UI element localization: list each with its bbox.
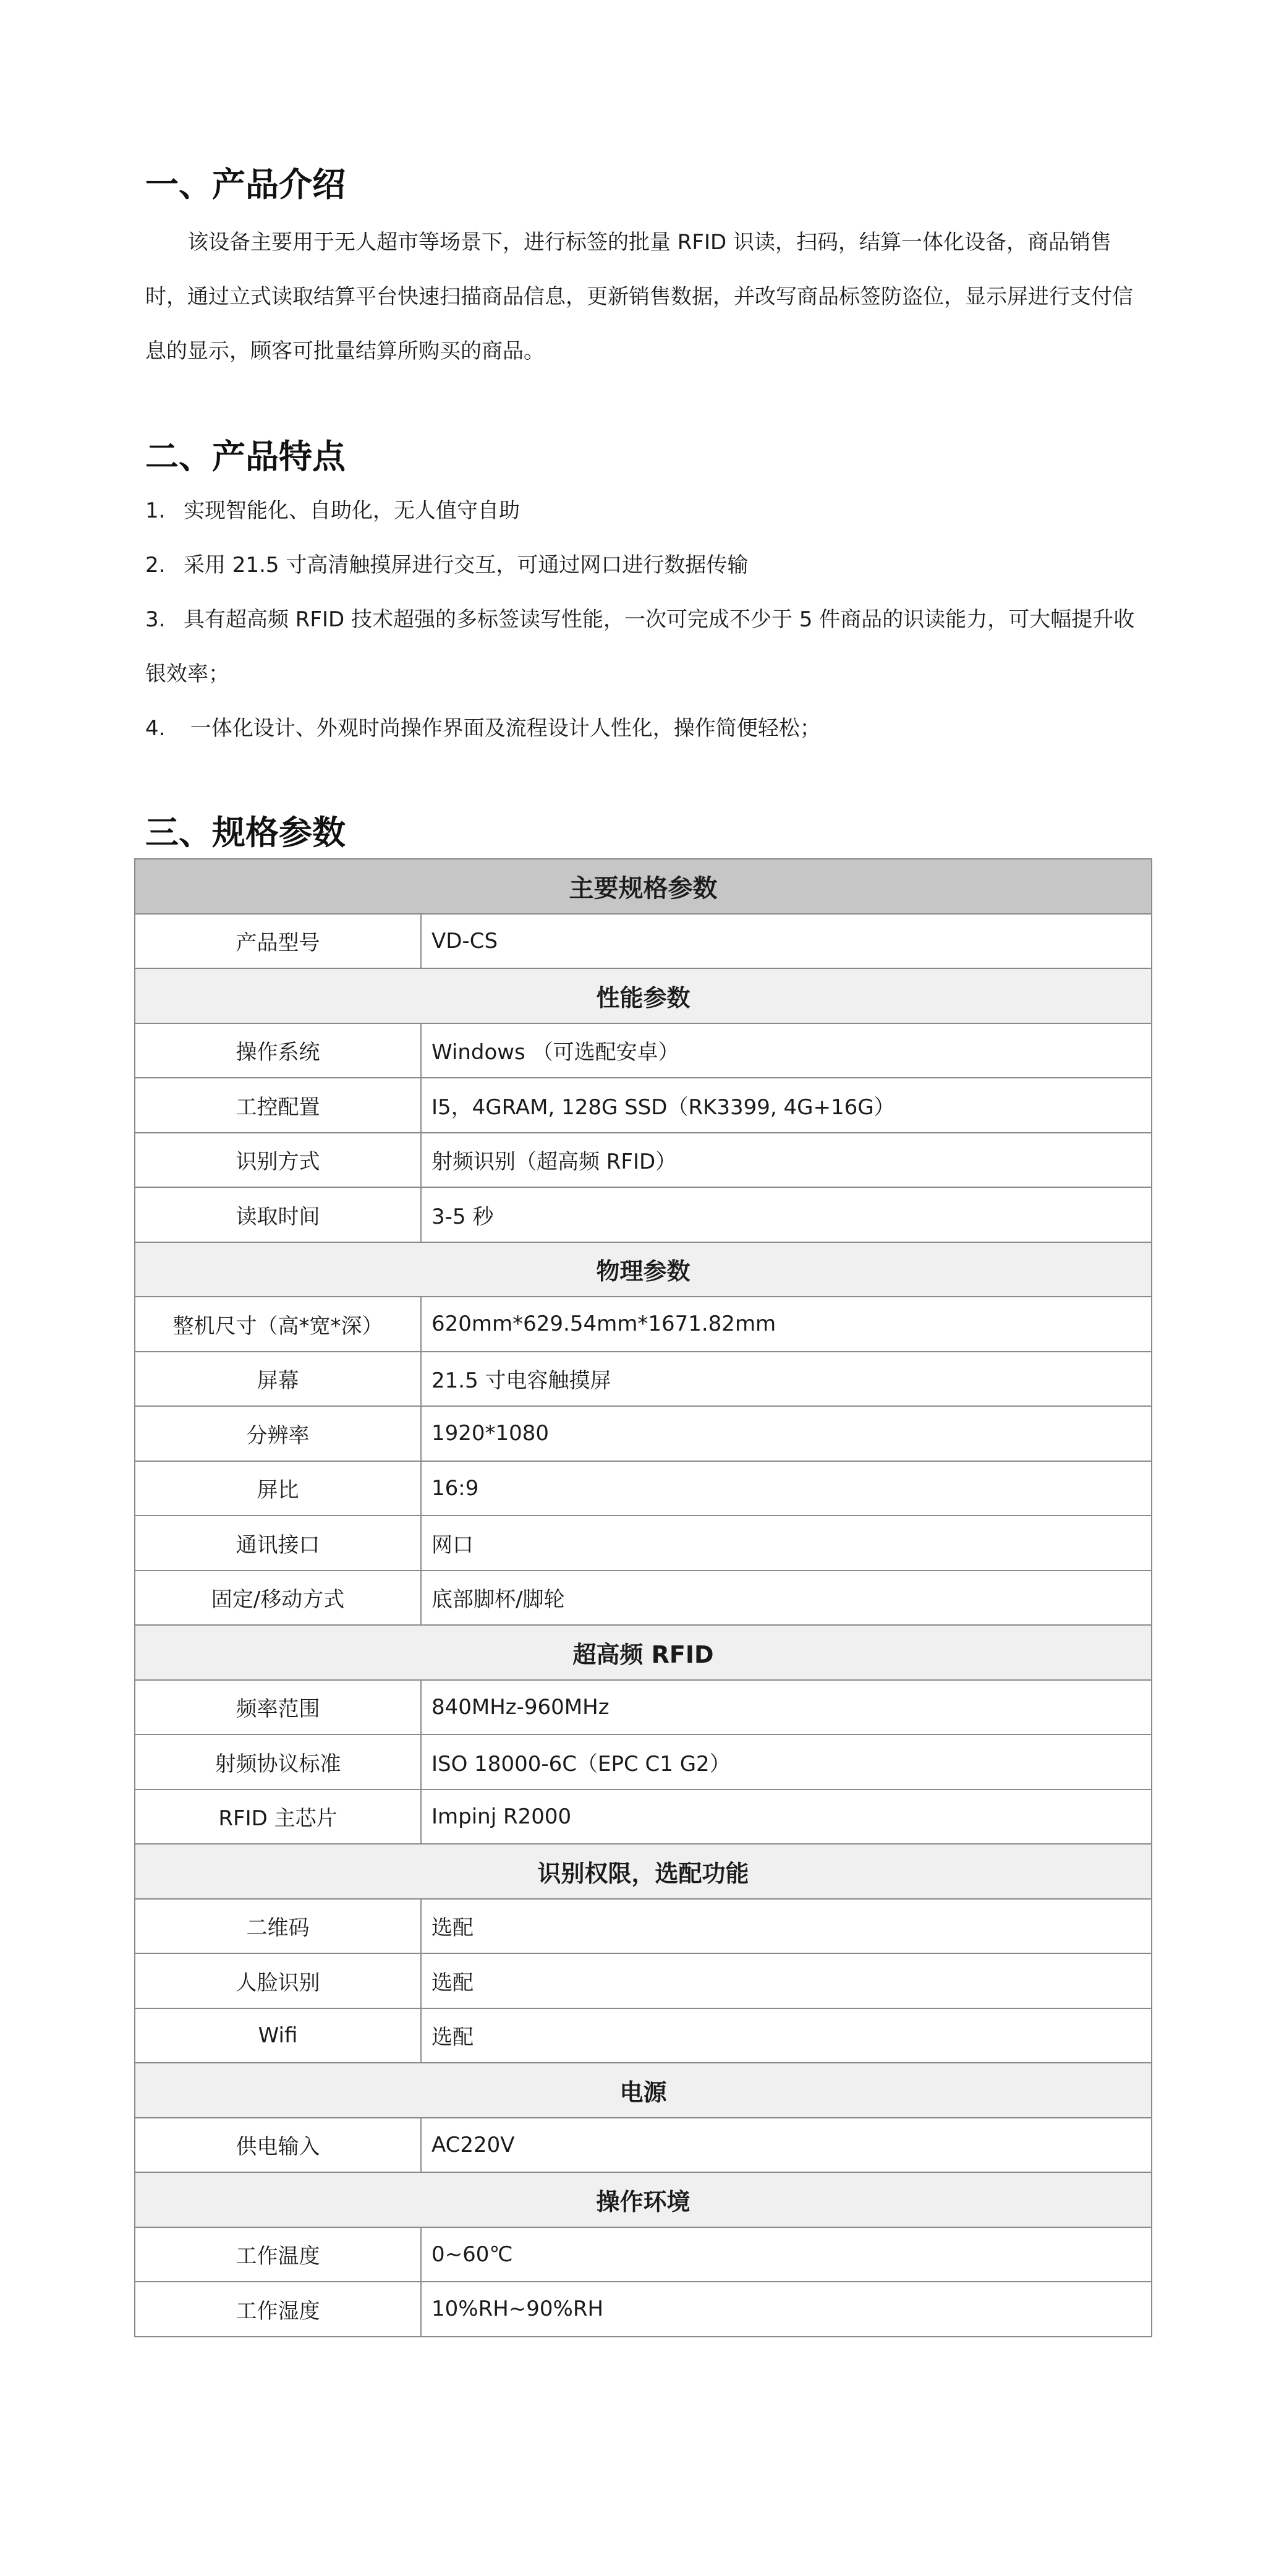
- spec-row: [135, 1406, 1152, 1461]
- spec-row: [135, 1133, 1152, 1188]
- section-title-intro: 一、产品介绍: [145, 165, 346, 204]
- spec-row: [135, 1571, 1152, 1626]
- spec-group-header-row: [135, 2172, 1152, 2227]
- feature-number: 4.: [145, 716, 166, 741]
- spec-table: [134, 858, 1152, 2337]
- spec-row: [135, 1899, 1152, 1954]
- spec-key: 读取时间: [135, 1187, 421, 1242]
- spec-key: 识别方式: [135, 1133, 421, 1188]
- spec-key: 通讯接口: [135, 1516, 421, 1571]
- spec-key: 屏幕: [135, 1352, 421, 1407]
- spec-value: 3-5 秒: [421, 1187, 1152, 1242]
- spec-table-title: 主要规格参数: [135, 859, 1152, 914]
- spec-row: [135, 1023, 1152, 1078]
- spec-row: [135, 1680, 1152, 1735]
- spec-key: 人脸识别: [135, 1953, 421, 2008]
- spec-key: 整机尺寸（高*宽*深）: [135, 1297, 421, 1352]
- spec-row: [135, 1516, 1152, 1571]
- spec-value: 射频识别（超高频 RFID）: [421, 1133, 1152, 1188]
- spec-group-label: 超高频 RFID: [135, 1625, 1152, 1680]
- spec-key: Wifi: [135, 2008, 421, 2063]
- spec-group-header-row: [135, 1242, 1152, 1297]
- feature-item: [145, 538, 1153, 592]
- spec-value: 16:9: [421, 1461, 1152, 1516]
- spec-row: [135, 914, 1152, 969]
- feature-number: 3.: [145, 607, 166, 632]
- spec-value: 840MHz-960MHz: [421, 1680, 1152, 1735]
- spec-group-label: 电源: [135, 2063, 1152, 2118]
- feature-item: [145, 592, 1153, 701]
- feature-item: [145, 484, 1153, 538]
- spec-row: [135, 2008, 1152, 2063]
- spec-key: 操作系统: [135, 1023, 421, 1078]
- spec-value: 底部脚杯/脚轮: [421, 1571, 1152, 1626]
- spec-group-label: 识别权限，选配功能: [135, 1844, 1152, 1899]
- spec-value: 1920*1080: [421, 1406, 1152, 1461]
- spec-value: ISO 18000-6C（EPC C1 G2）: [421, 1734, 1152, 1789]
- spec-group-label: 性能参数: [135, 968, 1152, 1023]
- spec-group-header-row: [135, 1844, 1152, 1899]
- feature-number: 2.: [145, 553, 166, 578]
- spec-key: 二维码: [135, 1899, 421, 1954]
- spec-value: 选配: [421, 1953, 1152, 2008]
- spec-row: [135, 1078, 1152, 1133]
- spec-group-header-row: [135, 2063, 1152, 2118]
- spec-value: 选配: [421, 2008, 1152, 2063]
- spec-row: [135, 1789, 1152, 1845]
- spec-value: VD-CS: [421, 914, 1152, 969]
- spec-key: 工作温度: [135, 2227, 421, 2282]
- spec-value: 选配: [421, 1899, 1152, 1954]
- spec-group-header-row: [135, 1625, 1152, 1680]
- spec-key: 工作湿度: [135, 2282, 421, 2337]
- spec-value: 网口: [421, 1516, 1152, 1571]
- spec-row: [135, 1187, 1152, 1242]
- spec-value: Windows （可选配安卓）: [421, 1023, 1152, 1078]
- spec-key: 供电输入: [135, 2118, 421, 2173]
- spec-row: [135, 2118, 1152, 2173]
- intro-paragraph: 该设备主要用于无人超市等场景下，进行标签的批量 RFID 识读，扫码，结算一体化设备，商品销售时，通过立式读取结算平台快速扫描商品信息，更新销售数据，并改写商品标签防盗位，显示屏进行支付信息的显示，顾客可批量结算所购买的商品。: [145, 230, 1133, 364]
- spec-key: 屏比: [135, 1461, 421, 1516]
- spec-value: 620mm*629.54mm*1671.82mm: [421, 1297, 1152, 1352]
- spec-row: [135, 1297, 1152, 1352]
- spec-row: [135, 1352, 1152, 1407]
- spec-key: 工控配置: [135, 1078, 421, 1133]
- spec-key: 产品型号: [135, 914, 421, 969]
- spec-key: 频率范围: [135, 1680, 421, 1735]
- feature-item: [145, 701, 1153, 756]
- spec-value: 0~60℃: [421, 2227, 1152, 2282]
- spec-value: 21.5 寸电容触摸屏: [421, 1352, 1152, 1407]
- spec-table-title-row: [135, 859, 1152, 914]
- spec-key: 分辨率: [135, 1406, 421, 1461]
- spec-row: [135, 1734, 1152, 1789]
- spec-group-label: 操作环境: [135, 2172, 1152, 2227]
- feature-text: 具有超高频 RFID 技术超强的多标签读写性能，一次可完成不少于 5 件商品的识读能力，可大幅提升收银效率；: [145, 607, 1135, 686]
- spec-value: 10%RH~90%RH: [421, 2282, 1152, 2337]
- spec-value: I5，4GRAM, 128G SSD（RK3399, 4G+16G）: [421, 1078, 1152, 1133]
- spec-key: 射频协议标准: [135, 1734, 421, 1789]
- feature-text: 实现智能化、自助化，无人值守自助: [184, 498, 520, 523]
- spec-row: [135, 2227, 1152, 2282]
- feature-number: 1.: [145, 498, 166, 523]
- spec-key: 固定/移动方式: [135, 1571, 421, 1626]
- spec-group-label: 物理参数: [135, 1242, 1152, 1297]
- spec-row: [135, 2282, 1152, 2337]
- spec-value: Impinj R2000: [421, 1789, 1152, 1845]
- section-title-features: 二、产品特点: [145, 437, 346, 476]
- feature-text: 采用 21.5 寸高清触摸屏进行交互，可通过网口进行数据传输: [184, 553, 749, 578]
- spec-row: [135, 1953, 1152, 2008]
- section-title-specs: 三、规格参数: [145, 813, 346, 852]
- spec-row: [135, 1461, 1152, 1516]
- feature-text: 一体化设计、外观时尚操作界面及流程设计人性化，操作简便轻松；: [184, 716, 821, 741]
- spec-value: AC220V: [421, 2118, 1152, 2173]
- spec-group-header-row: [135, 968, 1152, 1023]
- spec-key: RFID 主芯片: [135, 1789, 421, 1845]
